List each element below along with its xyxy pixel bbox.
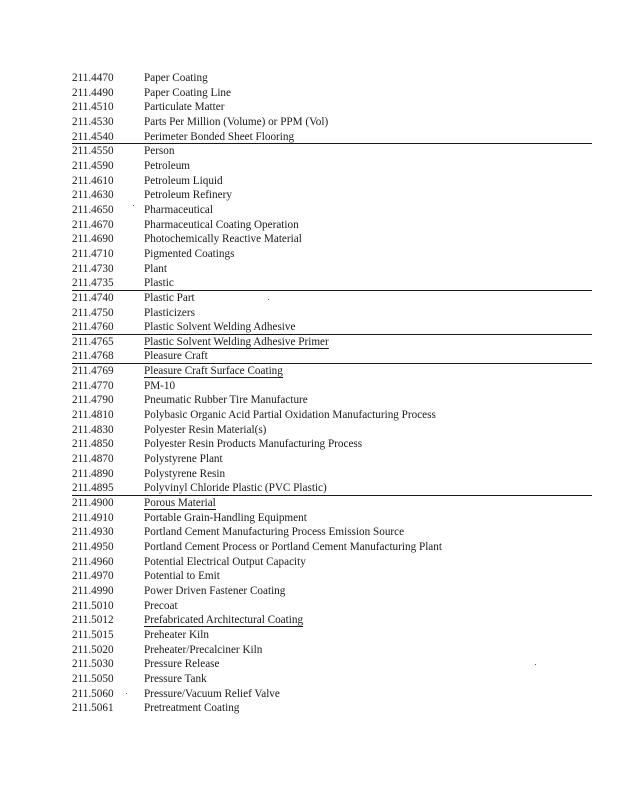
definition-row (72, 159, 592, 174)
definition-row (72, 130, 592, 145)
definition-row (72, 408, 592, 423)
section-number: 211.5030 (72, 658, 114, 671)
definition-row (72, 511, 592, 526)
defined-term: Preheater Kiln (144, 628, 209, 641)
defined-term: Porous Material (144, 497, 216, 510)
definition-row (72, 379, 592, 394)
defined-term: Plasticizers (144, 306, 195, 319)
defined-term: Potential to Emit (144, 570, 220, 583)
definition-row (72, 657, 592, 672)
definition-row (72, 555, 592, 570)
defined-term: Polystyrene Plant (144, 453, 223, 466)
section-number: 211.4870 (72, 453, 114, 466)
section-number: 211.4510 (72, 101, 114, 114)
definition-row (72, 540, 592, 555)
section-number: 211.5020 (72, 643, 114, 656)
section-number: 211.4750 (72, 306, 114, 319)
definition-row (72, 203, 592, 218)
section-number: 211.5050 (72, 672, 114, 685)
definition-row (72, 452, 592, 467)
definition-row (72, 701, 592, 716)
defined-term: Plastic Solvent Welding Adhesive (144, 321, 296, 334)
defined-term: Portland Cement Manufacturing Process Emission Source (144, 526, 405, 539)
section-number: 211.4690 (72, 233, 114, 246)
definition-row (72, 86, 592, 101)
defined-term: Pretreatment Coating (144, 702, 240, 715)
defined-term: Pharmaceutical Coating Operation (144, 218, 299, 231)
definition-row (72, 232, 592, 247)
section-number: 211.4810 (72, 409, 114, 422)
defined-term: Petroleum (144, 159, 190, 172)
section-number: 211.4630 (72, 189, 114, 202)
definition-row (72, 584, 592, 599)
defined-term: PM-10 (144, 379, 176, 392)
defined-term: Person (144, 145, 175, 158)
defined-term: Perimeter Bonded Sheet Flooring (144, 130, 295, 143)
defined-term: Photochemically Reactive Material (144, 233, 302, 246)
defined-term: Particulate Matter (144, 101, 225, 114)
section-number: 211.5010 (72, 599, 114, 612)
defined-term: Plastic Solvent Welding Adhesive Primer (144, 335, 329, 348)
defined-term: Pleasure Craft (144, 350, 208, 363)
defined-term: Plant (144, 262, 167, 275)
section-number: 211.4765 (72, 335, 114, 348)
defined-term: Pressure/Vacuum Relief Valve (144, 687, 280, 700)
defined-term: Pigmented Coatings (144, 247, 235, 260)
defined-term: Pleasure Craft Surface Coating (144, 365, 283, 378)
section-number: 211.4790 (72, 394, 114, 407)
defined-term: Polyester Resin Products Manufacturing Process (144, 438, 363, 451)
section-number: 211.4770 (72, 379, 114, 392)
definition-row (72, 496, 592, 511)
section-number: 211.4850 (72, 438, 114, 451)
definition-row (72, 672, 592, 687)
section-number: 211.4550 (72, 145, 114, 158)
definition-row (72, 481, 592, 496)
definition-row (72, 276, 592, 291)
section-number: 211.4735 (72, 277, 114, 290)
section-number: 211.5061 (72, 702, 114, 715)
defined-term: Polybasic Organic Acid Partial Oxidation Manufacturing Process (144, 409, 436, 422)
section-number: 211.4760 (72, 321, 114, 334)
definition-row (72, 218, 592, 233)
section-number: 211.4910 (72, 511, 114, 524)
definition-row (72, 423, 592, 438)
defined-term: Power Driven Fastener Coating (144, 584, 286, 597)
definition-row (72, 687, 592, 702)
definition-row (72, 306, 592, 321)
definition-row (72, 599, 592, 614)
defined-term: Plastic Part (144, 291, 195, 304)
section-number: 211.4970 (72, 570, 114, 583)
defined-term: Polyvinyl Chloride Plastic (PVC Plastic) (144, 482, 327, 495)
definition-row (72, 188, 592, 203)
definition-row (72, 525, 592, 540)
section-number: 211.4769 (72, 365, 114, 378)
definition-row (72, 291, 592, 306)
defined-term: Petroleum Refinery (144, 189, 232, 202)
defined-term: Pneumatic Rubber Tire Manufacture (144, 394, 308, 407)
defined-term: Polyester Resin Material(s) (144, 423, 267, 436)
section-number: 211.5015 (72, 628, 114, 641)
definition-row (72, 144, 592, 159)
definition-row (72, 262, 592, 277)
section-number: 211.4670 (72, 218, 114, 231)
definition-row (72, 247, 592, 262)
defined-term: Preheater/Precalciner Kiln (144, 643, 263, 656)
defined-term: Portable Grain-Handling Equipment (144, 511, 307, 524)
section-number: 211.4470 (72, 72, 114, 84)
defined-term: Polystyrene Resin (144, 467, 226, 480)
definition-row (72, 437, 592, 452)
section-number: 211.5012 (72, 614, 114, 627)
definition-row (72, 643, 592, 658)
defined-term: Parts Per Million (Volume) or PPM (Vol) (144, 115, 329, 128)
section-number: 211.5060 (72, 687, 114, 700)
defined-term: Portland Cement Process or Portland Cement Manufacturing Plant (144, 541, 442, 553)
section-number: 211.4610 (72, 174, 114, 187)
section-number: 211.4650 (72, 203, 114, 216)
defined-term: Pharmaceutical (144, 203, 213, 216)
section-number: 211.4930 (72, 526, 114, 539)
definition-row (72, 320, 592, 335)
section-number: 211.4530 (72, 115, 114, 128)
section-number: 211.4490 (72, 86, 114, 99)
section-number: 211.4740 (72, 291, 114, 304)
definition-row (72, 100, 592, 115)
section-number: 211.4590 (72, 159, 114, 172)
defined-term: Paper Coating (144, 72, 208, 84)
defined-term: Precoat (144, 599, 178, 612)
definitions-list (72, 71, 592, 716)
section-number: 211.4710 (72, 247, 114, 260)
definition-row (72, 613, 592, 628)
defined-term: Petroleum Liquid (144, 174, 223, 187)
section-number: 211.4960 (72, 555, 114, 568)
section-number: 211.4890 (72, 467, 114, 480)
definition-row (72, 628, 592, 643)
defined-term: Prefabricated Architectural Coating (144, 614, 304, 627)
defined-term: Potential Electrical Output Capacity (144, 555, 306, 568)
section-number: 211.4990 (72, 584, 114, 597)
scan-speck (126, 693, 127, 694)
defined-term: Pressure Tank (144, 672, 207, 685)
section-number: 211.4540 (72, 130, 114, 143)
defined-term: Plastic (144, 277, 174, 290)
definition-row (72, 335, 592, 350)
definition-row (72, 349, 592, 364)
section-number: 211.4730 (72, 262, 114, 275)
definition-row (72, 71, 592, 86)
defined-term: Paper Coating Line (144, 86, 231, 99)
definition-row (72, 115, 592, 130)
definition-row (72, 393, 592, 408)
scan-speck (268, 299, 269, 300)
definition-row (72, 467, 592, 482)
section-number: 211.4950 (72, 541, 114, 553)
section-number: 211.4895 (72, 482, 114, 495)
definition-row (72, 364, 592, 379)
section-number: 211.4830 (72, 423, 114, 436)
scan-speck (133, 205, 134, 206)
section-number: 211.4900 (72, 497, 114, 510)
defined-term: Pressure Release (144, 658, 220, 671)
scan-speck (535, 664, 536, 665)
definition-row (72, 174, 592, 189)
definition-row (72, 569, 592, 584)
section-number: 211.4768 (72, 350, 114, 363)
